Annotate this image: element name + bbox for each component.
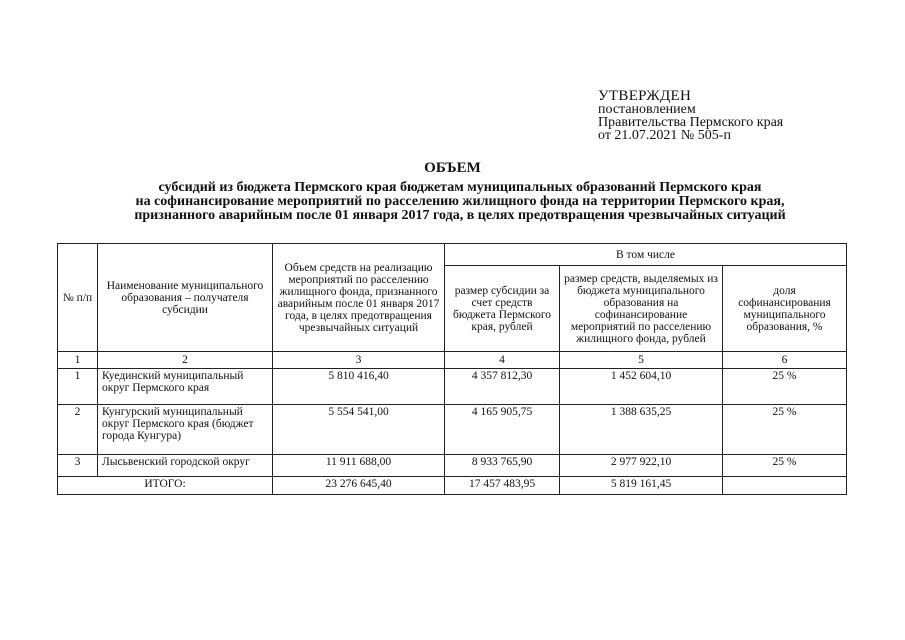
approval-line-2: Правительства Пермского края: [598, 115, 784, 130]
column-number: 3: [273, 352, 445, 369]
totals-share: [723, 477, 847, 495]
header-total-volume: Объем средств на реализацию мероприятий по расселению жилищного фонда, признанного аварийным после 01 января 2017 года, в целях предотвращения чрезвычайных ситуаций: [273, 244, 445, 352]
document-title: ОБЪЕМ: [424, 160, 481, 176]
totals-subsidy: 17 457 483,95: [445, 477, 560, 495]
column-number: 5: [560, 352, 723, 369]
row-municipal: 2 977 922,10: [560, 455, 723, 477]
row-municipal: 1 452 604,10: [560, 369, 723, 405]
totals-label: ИТОГО:: [58, 477, 273, 495]
subsidy-table: [57, 243, 847, 495]
row-total: 5 554 541,00: [273, 405, 445, 455]
row-num: 2: [58, 405, 98, 455]
column-number: 6: [723, 352, 847, 369]
column-number: 4: [445, 352, 560, 369]
row-share: 25 %: [723, 369, 847, 405]
document-subtitle: [60, 181, 860, 223]
row-subsidy: 4 165 905,75: [445, 405, 560, 455]
row-share: 25 %: [723, 405, 847, 455]
approval-title: УТВЕРЖДЕН: [598, 88, 692, 104]
header-share: доля софинансирования муниципального образования, %: [723, 266, 847, 352]
header-num: № п/п: [58, 244, 98, 352]
row-name: Кунгурский муниципальный округ Пермского края (бюджет города Кунгура): [98, 405, 273, 455]
header-including: В том числе: [445, 244, 847, 266]
header-subsidy: размер субсидии за счет средств бюджета Пермского края, рублей: [445, 266, 560, 352]
totals-municipal: 5 819 161,45: [560, 477, 723, 495]
approval-line-1: постановлением: [598, 102, 696, 117]
row-share: 25 %: [723, 455, 847, 477]
totals-row: [58, 477, 847, 495]
row-num: 1: [58, 369, 98, 405]
column-number: 1: [58, 352, 98, 369]
table-row: [58, 405, 847, 455]
row-num: 3: [58, 455, 98, 477]
column-number-row: [58, 352, 847, 369]
subtitle-line-1: субсидий из бюджета Пермского края бюджетам муниципальных образований Пермского края: [158, 180, 762, 195]
header-name: Наименование муниципального образования – получателя субсидии: [98, 244, 273, 352]
row-name: Куединский муниципальный округ Пермского края: [98, 369, 273, 405]
row-total: 11 911 688,00: [273, 455, 445, 477]
row-municipal: 1 388 635,25: [560, 405, 723, 455]
table-row: [58, 455, 847, 477]
row-subsidy: 8 933 765,90: [445, 455, 560, 477]
subtitle-line-3: признанного аварийным после 01 января 2017 года, в целях предотвращения чрезвычайных ситуаций: [134, 208, 786, 223]
row-subsidy: 4 357 812,30: [445, 369, 560, 405]
subtitle-line-2: на софинансирование мероприятий по расселению жилищного фонда на территории Пермского края,: [135, 194, 785, 209]
approval-line-3: от 21.07.2021 № 505-п: [598, 128, 731, 143]
approval-stamp: [598, 90, 783, 142]
column-number: 2: [98, 352, 273, 369]
table-row: [58, 369, 847, 405]
header-municipal-funds: размер средств, выделяемых из бюджета муниципального образования на софинансирование мероприятий по расселению жилищного фонда, рублей: [560, 266, 723, 352]
row-total: 5 810 416,40: [273, 369, 445, 405]
row-name: Лысьвенский городской округ: [98, 455, 273, 477]
totals-total: 23 276 645,40: [273, 477, 445, 495]
